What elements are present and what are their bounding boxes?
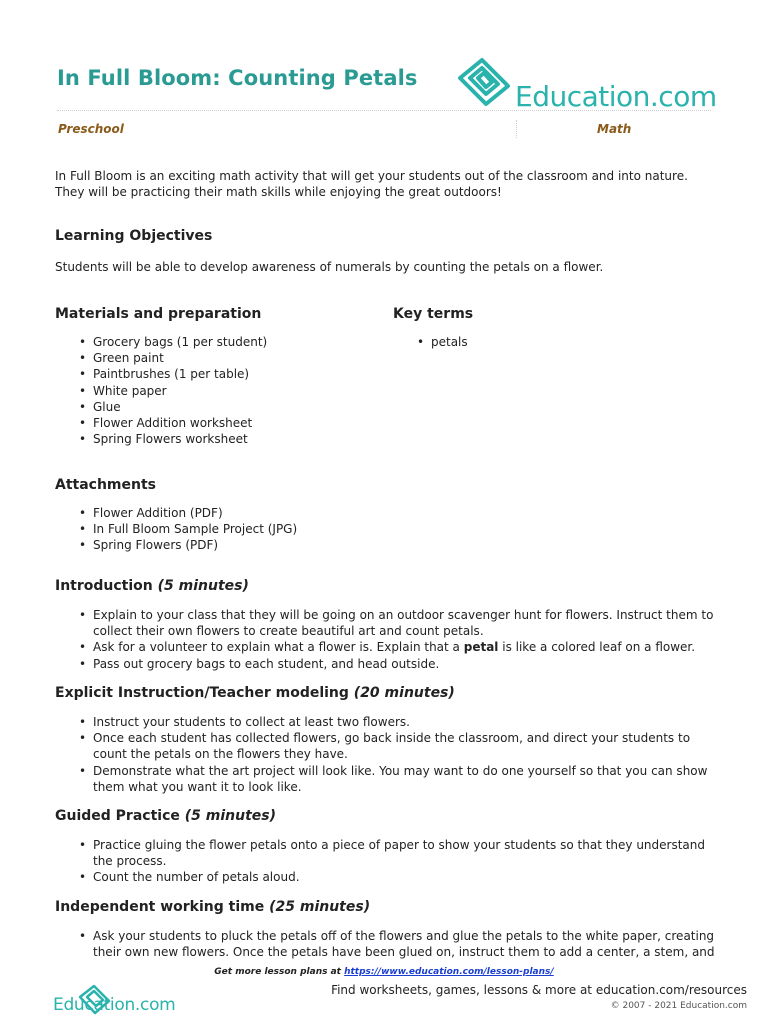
brand-name: Education.com [515, 80, 717, 113]
page-title: In Full Bloom: Counting Petals [57, 66, 418, 90]
list-item: • petals [393, 334, 693, 350]
explicit-instruction-heading [55, 685, 455, 701]
list-item: • Count the number of petals aloud. [55, 869, 720, 885]
introduction-list [55, 607, 720, 672]
section-time: (20 minutes) [353, 685, 455, 701]
learning-objectives-text: Students will be able to develop awareness of numerals by counting the petals on a flower. [55, 260, 604, 274]
section-title: Guided Practice [55, 808, 180, 824]
list-item: • Grocery bags (1 per student) [55, 334, 385, 350]
introduction-heading [55, 578, 249, 594]
attachment-link[interactable]: • In Full Bloom Sample Project (JPG) [55, 521, 455, 537]
list-item: • White paper [55, 383, 385, 399]
attachment-link[interactable]: • Flower Addition (PDF) [55, 505, 455, 521]
guided-practice-heading [55, 808, 276, 824]
section-title: Explicit Instruction/Teacher modeling [55, 685, 349, 701]
section-time: (5 minutes) [157, 578, 249, 594]
subject-label: Math [597, 122, 632, 136]
guided-practice-list [55, 837, 720, 886]
grade-label: Preschool [58, 122, 124, 136]
footer-note-text: Get more lesson plans at [214, 967, 345, 977]
materials-list [55, 334, 385, 447]
list-item: • Spring Flowers worksheet [55, 431, 385, 447]
more-lesson-plans-note [0, 967, 768, 977]
section-title: Introduction [55, 578, 153, 594]
list-item: • Glue [55, 399, 385, 415]
list-item: • Practice gluing the flower petals onto a piece of paper to show your students so that they understand the process. [55, 837, 720, 869]
section-title: Independent working time [55, 899, 265, 915]
independent-time-heading [55, 899, 370, 915]
list-item: • Explain to your class that they will be going on an outdoor scavenger hunt for flowers. Instruct them to collect their own flowers to create beautiful art and count petals. [55, 607, 720, 639]
list-item: • Flower Addition worksheet [55, 415, 385, 431]
section-time: (5 minutes) [184, 808, 277, 824]
footer-resources-text: Find worksheets, games, lessons & more at education.com/resources [331, 983, 747, 997]
lesson-plans-link[interactable]: https://www.education.com/lesson-plans/ [344, 967, 554, 977]
list-item [55, 639, 720, 655]
meta-divider [516, 120, 517, 138]
list-item: • Pass out grocery bags to each student, and head outside. [55, 656, 720, 672]
key-terms-list [393, 334, 693, 350]
key-term-bold: petal [463, 640, 499, 655]
list-item: • Demonstrate what the art project will look like. You may want to do one yourself so that you can show them what you want it to look like. [55, 763, 720, 795]
list-item: • Ask your students to pluck the petals off of the flowers and glue the petals to the white paper, creating their own new flowers. Once the petals have been glued on, instruct them to add a center, a stem, and [55, 928, 720, 960]
explicit-instruction-list [55, 714, 720, 795]
header-divider [57, 110, 711, 111]
section-time: (25 minutes) [269, 899, 371, 915]
footer-copyright: © 2007 - 2021 Education.com [610, 1001, 747, 1011]
materials-heading: Materials and preparation [55, 306, 262, 322]
list-item: • Green paint [55, 350, 385, 366]
attachment-link[interactable]: • Spring Flowers (PDF) [55, 537, 455, 553]
intro-paragraph: In Full Bloom is an exciting math activity that will get your students out of the classroom and into nature. They will be practicing their math skills while enjoying the great outdoors! [55, 169, 688, 199]
list-item-text: is like a colored leaf on a flower. [498, 640, 696, 655]
list-item-text: Ask for a volunteer to explain what a flower is. Explain that a [93, 640, 464, 655]
footer-brand-name: Education.com [53, 995, 176, 1015]
attachments-heading: Attachments [55, 477, 157, 493]
key-terms-heading: Key terms [393, 306, 474, 322]
list-item: • Paintbrushes (1 per table) [55, 366, 385, 382]
attachments-list [55, 505, 455, 554]
list-item: • Instruct your students to collect at least two flowers. [55, 714, 720, 730]
learning-objectives-heading: Learning Objectives [55, 228, 213, 244]
list-item: • Once each student has collected flowers, go back inside the classroom, and direct your students to count the petals on the flowers they have. [55, 730, 720, 762]
independent-time-list [55, 928, 720, 961]
